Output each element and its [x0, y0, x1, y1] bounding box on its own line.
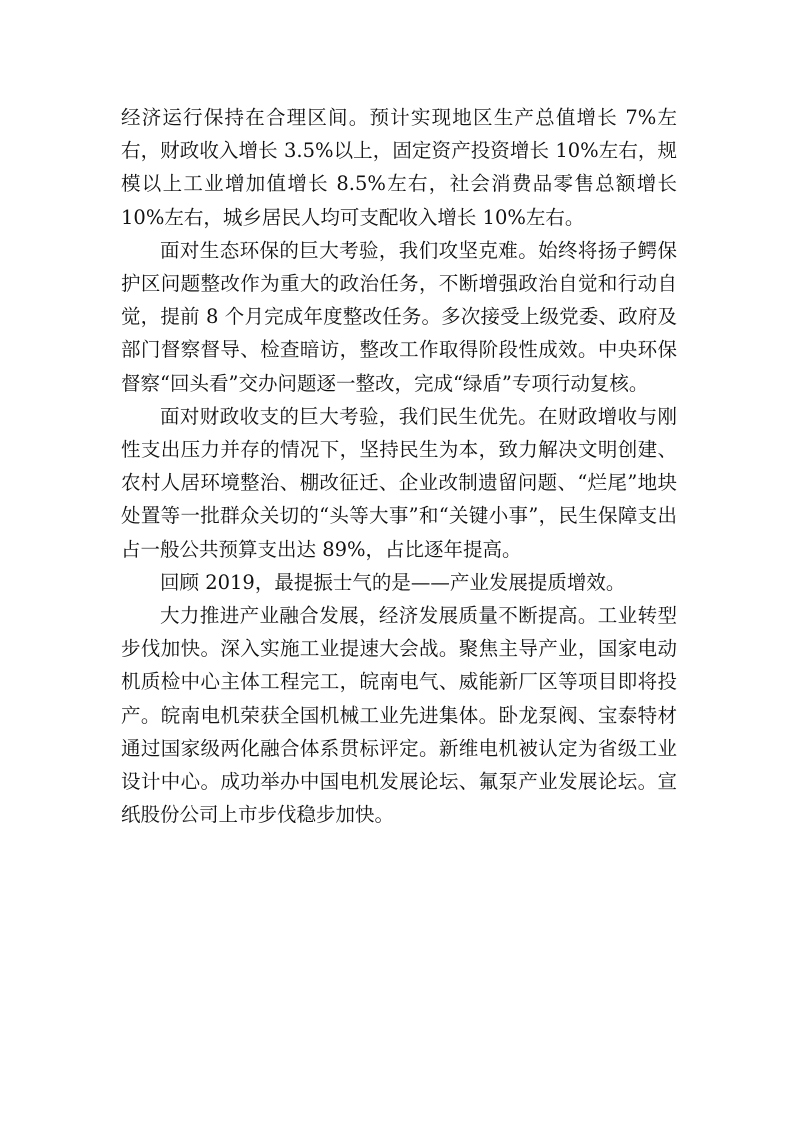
body-text: [121, 101, 677, 831]
paragraph-ecology: 面对生态环保的巨大考验，我们攻坚克难。始终将扬子鳄保护区问题整改作为重大的政治任务，不断增强政治自觉和行动自觉，提前 8 个月完成年度整改任务。多次接受上级党委、政府及部门督察督导、检查暗访，整改工作取得阶段性成效。中央环保督察“回头看”交办问题逐一整改，完成“绿盾”专项行动复核。: [121, 238, 677, 395]
paragraph-finance: 面对财政收支的巨大考验，我们民生优先。在财政增收与刚性支出压力并存的情况下，坚持民生为本，致力解决文明创建、农村人居环境整治、棚改征迁、企业改制遗留问题、“烂尾”地块处置等一批群众关切的“头等大事”和“关键小事”，民生保障支出占一般公共预算支出达 89%，占比逐年提高。: [121, 404, 677, 561]
paragraph-industry: 大力推进产业融合发展，经济发展质量不断提高。工业转型步伐加快。深入实施工业提速大会战。聚焦主导产业，国家电动机质检中心主体工程完工，皖南电气、威能新厂区等项目即将投产。皖南电机荣获全国机械工业先进集体。卧龙泵阀、宝泰特材通过国家级两化融合体系贯标评定。新维电机被认定为省级工业设计中心。成功举办中国电机发展论坛、氟泵产业发展论坛。宣纸股份公司上市步伐稳步加快。: [121, 604, 677, 827]
paragraph-economy-continued: 经济运行保持在合理区间。预计实现地区生产总值增长 7%左右，财政收入增长 3.5%以上，固定资产投资增长 10%左右，规模以上工业增加值增长 8.5%左右，社会消费品零售总额增长 10%左右，城乡居民人均可支配收入增长 10%左右。: [121, 106, 677, 229]
paragraph-review-2019: 回顾 2019，最提振士气的是——产业发展提质增效。: [160, 570, 626, 594]
